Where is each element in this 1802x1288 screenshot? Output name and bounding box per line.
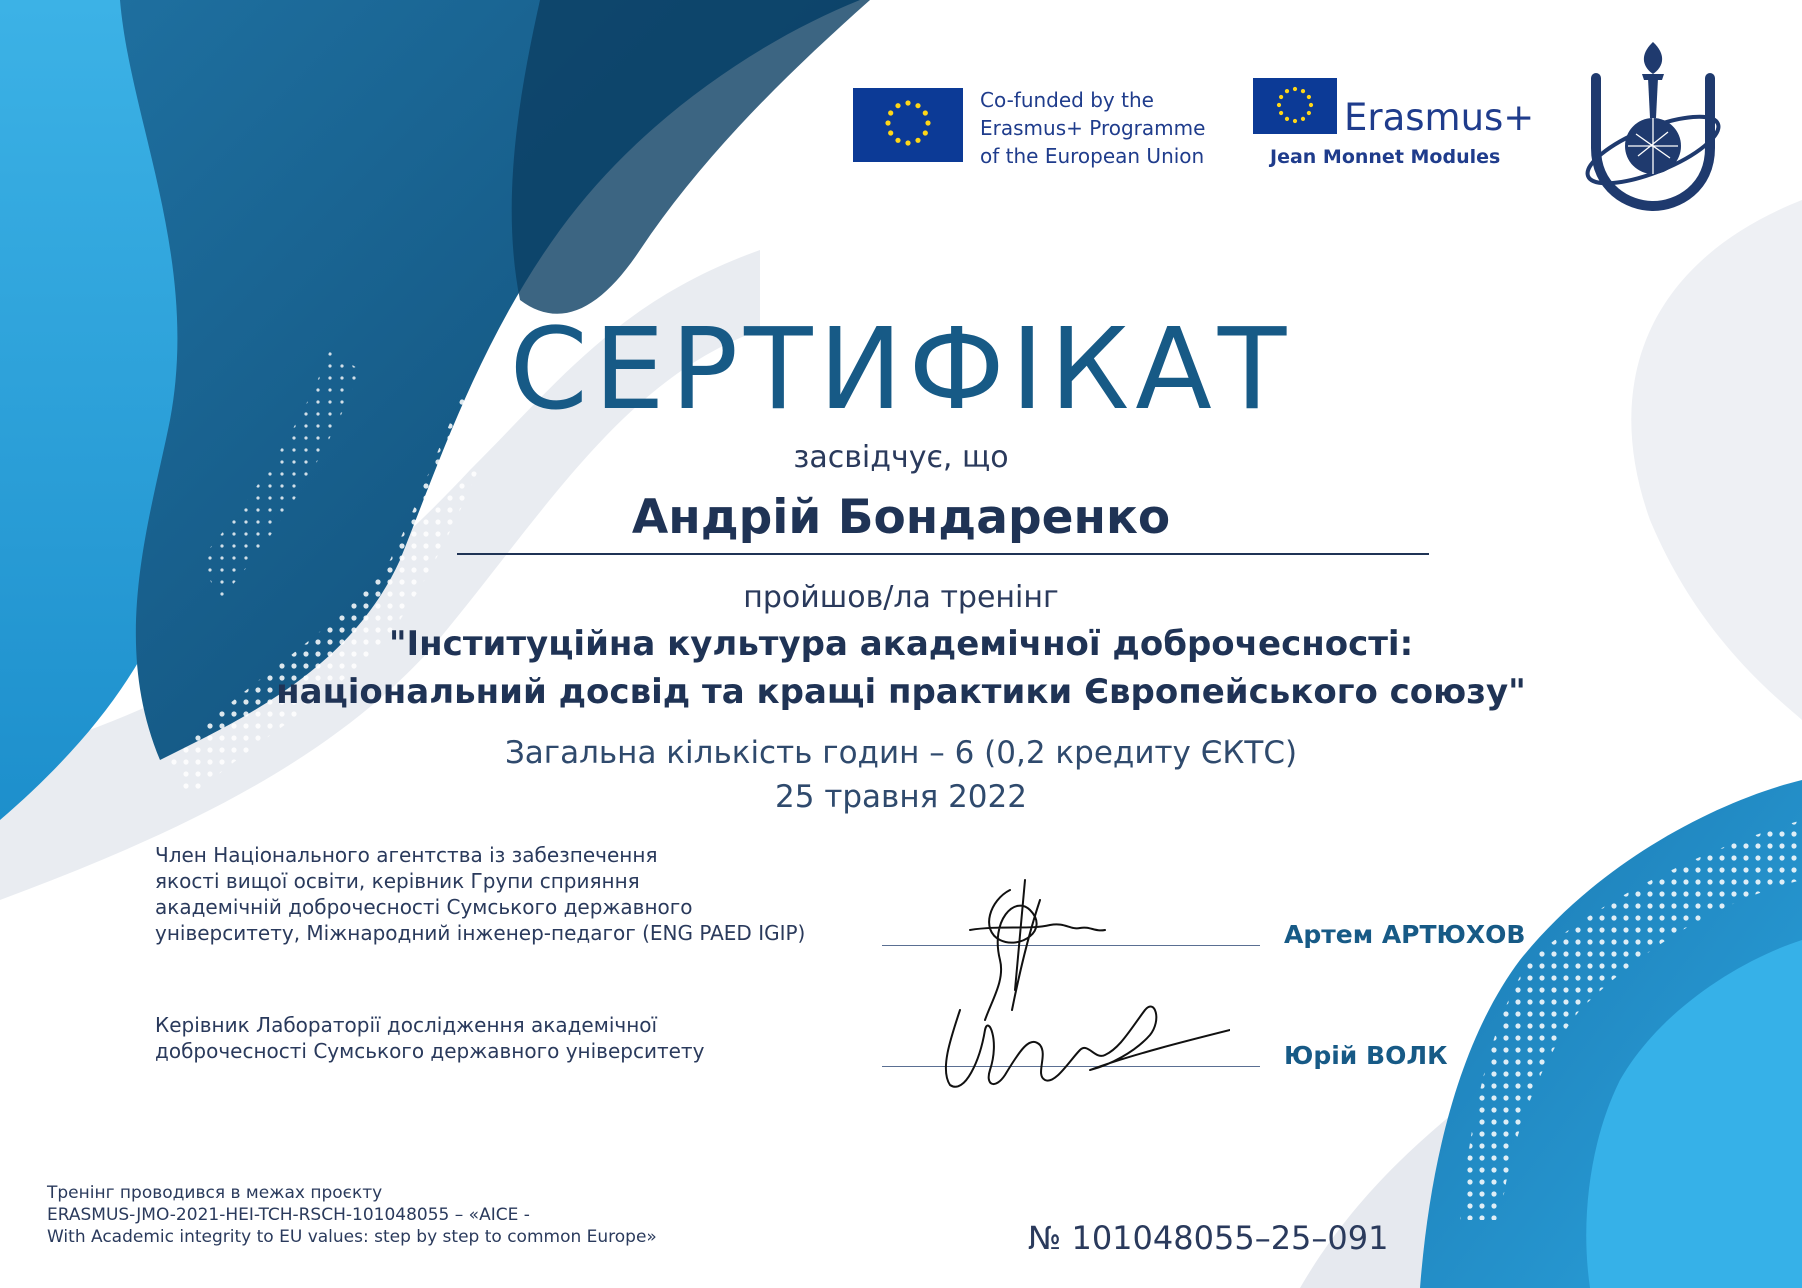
signature-artiukhov xyxy=(970,880,1105,1020)
cofunded-line: Co-funded by the xyxy=(980,88,1154,112)
training-title xyxy=(0,620,1802,716)
university-logo xyxy=(1578,38,1728,213)
cofunded-line: Erasmus+ Programme xyxy=(980,116,1206,140)
signatory-position xyxy=(155,842,875,946)
certificate-title: СЕРТИФІКАТ xyxy=(509,305,1293,435)
erasmus-plus-wordmark: Erasmus+ xyxy=(1344,96,1535,139)
completed-text: пройшов/ла тренінг xyxy=(743,580,1059,615)
cofunded-line: of the European Union xyxy=(980,144,1205,168)
position-line: університету, Міжнародний інженер-педагог (ENG PAED IGIP) xyxy=(155,921,806,945)
recipient-name: Андрій Бондаренко xyxy=(631,490,1171,545)
handwritten-signatures xyxy=(930,870,1230,1110)
signature-volk xyxy=(946,1007,1230,1087)
certificate-number: № 101048055–25–091 xyxy=(1028,1219,1389,1257)
position-line: якості вищої освіти, керівник Групи сприяння xyxy=(155,869,640,893)
signatory-name: Артем АРТЮХОВ xyxy=(1284,920,1526,949)
recipient-underline xyxy=(457,553,1429,555)
project-line: With Academic integrity to EU values: step by step to common Europe» xyxy=(47,1227,657,1247)
position-line: Керівник Лабораторії дослідження академічної xyxy=(155,1013,658,1037)
position-line: доброчесності Сумського державного університету xyxy=(155,1039,705,1063)
signatory-position xyxy=(155,1012,875,1064)
eu-flag-logo xyxy=(853,88,963,162)
erasmus-flag-logo xyxy=(1253,78,1337,134)
project-line: Тренінг проводився в межах проєкту xyxy=(47,1183,383,1203)
training-title-line: "Інституційна культура академічної доброчесності: xyxy=(388,624,1414,664)
certifies-text: засвідчує, що xyxy=(793,440,1009,475)
position-line: Член Національного агентства із забезпечення xyxy=(155,843,658,867)
jean-monnet-modules-label: Jean Monnet Modules xyxy=(1270,146,1501,168)
position-line: академічній доброчесності Сумського державного xyxy=(155,895,693,919)
total-hours: Загальна кількість годин – 6 (0,2 кредиту ЄКТС) xyxy=(504,735,1298,771)
project-line: ERASMUS-JMO-2021-HEI-TCH-RSCH-101048055 – «AICE - xyxy=(47,1205,530,1225)
signatory-name: Юрій ВОЛК xyxy=(1284,1041,1448,1070)
cofunded-text xyxy=(980,86,1240,170)
training-title-line: національний досвід та кращі практики Європейського союзу" xyxy=(276,672,1526,712)
project-info xyxy=(47,1182,747,1248)
certificate-date: 25 травня 2022 xyxy=(775,779,1027,815)
